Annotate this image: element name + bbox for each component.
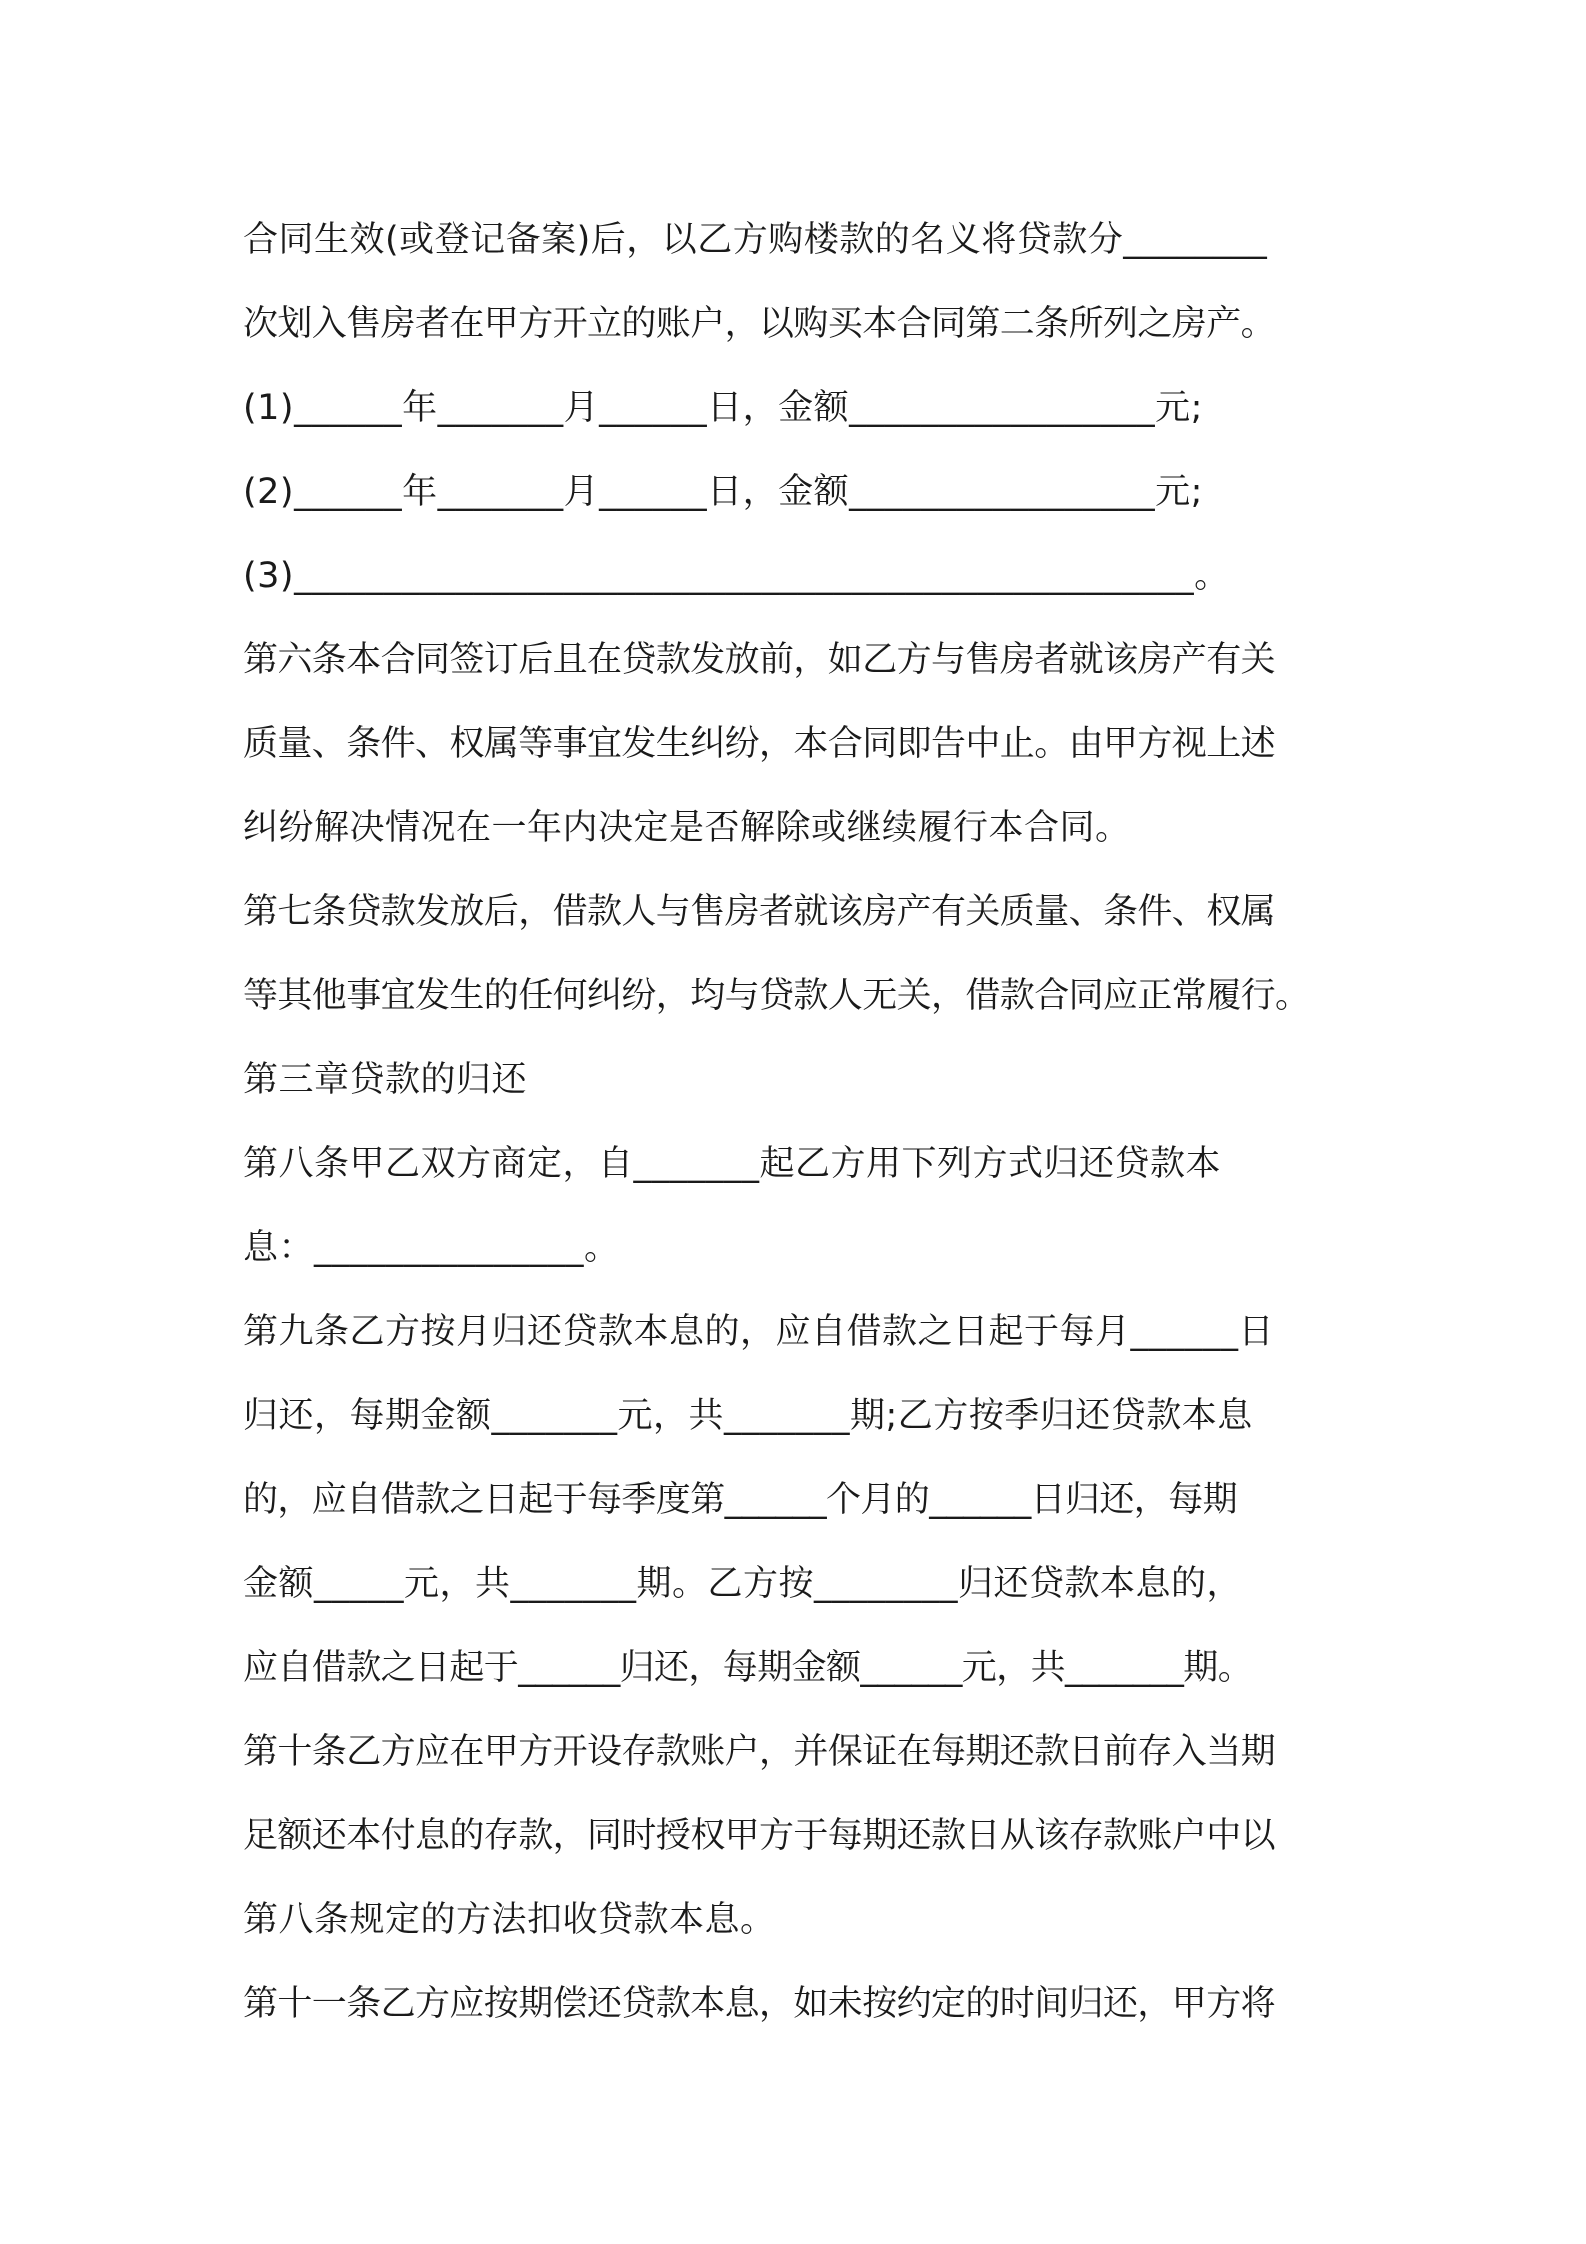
text-line: 的，应自借款之日起于每季度第______个月的______日归还，每期 — [243, 1480, 1238, 1520]
text-line: (1)______年_______月______日，金额_________________元; — [243, 388, 1203, 428]
text-line: 应自借款之日起于______归还，每期金额______元，共_______期。 — [243, 1648, 1253, 1688]
text-line: (3)__________________________________________________。 — [243, 556, 1230, 596]
text-line: 第八条甲乙双方商定，自_______起乙方用下列方式归还贷款本 — [243, 1144, 1222, 1184]
text-line: 足额还本付息的存款，同时授权甲方于每期还款日从该存款账户中以 — [243, 1816, 1276, 1856]
text-line: 金额_____元，共_______期。乙方按________归还贷款本息的， — [243, 1564, 1243, 1604]
text-line: 第十条乙方应在甲方开设存款账户，并保证在每期还款日前存入当期 — [243, 1732, 1276, 1772]
text-line: 第八条规定的方法扣收贷款本息。 — [243, 1900, 776, 1940]
text-line: 合同生效(或登记备案)后，以乙方购楼款的名义将贷款分________ — [243, 220, 1268, 260]
text-line: 纠纷解决情况在一年内决定是否解除或继续履行本合同。 — [243, 808, 1131, 848]
text-line: 第六条本合同签订后且在贷款发放前，如乙方与售房者就该房产有关 — [243, 640, 1276, 680]
text-line: 息：_______________。 — [243, 1228, 620, 1268]
section-heading: 第三章贷款的归还 — [243, 1060, 528, 1100]
text-line: 等其他事宜发生的任何纠纷，均与贷款人无关，借款合同应正常履行。 — [243, 976, 1310, 1016]
text-line: 次划入售房者在甲方开立的账户，以购买本合同第二条所列之房产。 — [243, 304, 1276, 344]
document-body — [243, 198, 1363, 2046]
text-line: (2)______年_______月______日，金额_________________元; — [243, 472, 1203, 512]
text-line: 归还，每期金额_______元，共_______期;乙方按季归还贷款本息 — [243, 1396, 1253, 1436]
text-line: 第九条乙方按月归还贷款本息的，应自借款之日起于每月______日 — [243, 1312, 1275, 1352]
text-line: 质量、条件、权属等事宜发生纠纷，本合同即告中止。由甲方视上述 — [243, 724, 1276, 764]
text-line: 第七条贷款发放后，借款人与售房者就该房产有关质量、条件、权属 — [243, 892, 1276, 932]
text-line: 第十一条乙方应按期偿还贷款本息，如未按约定的时间归还，甲方将 — [243, 1984, 1276, 2024]
